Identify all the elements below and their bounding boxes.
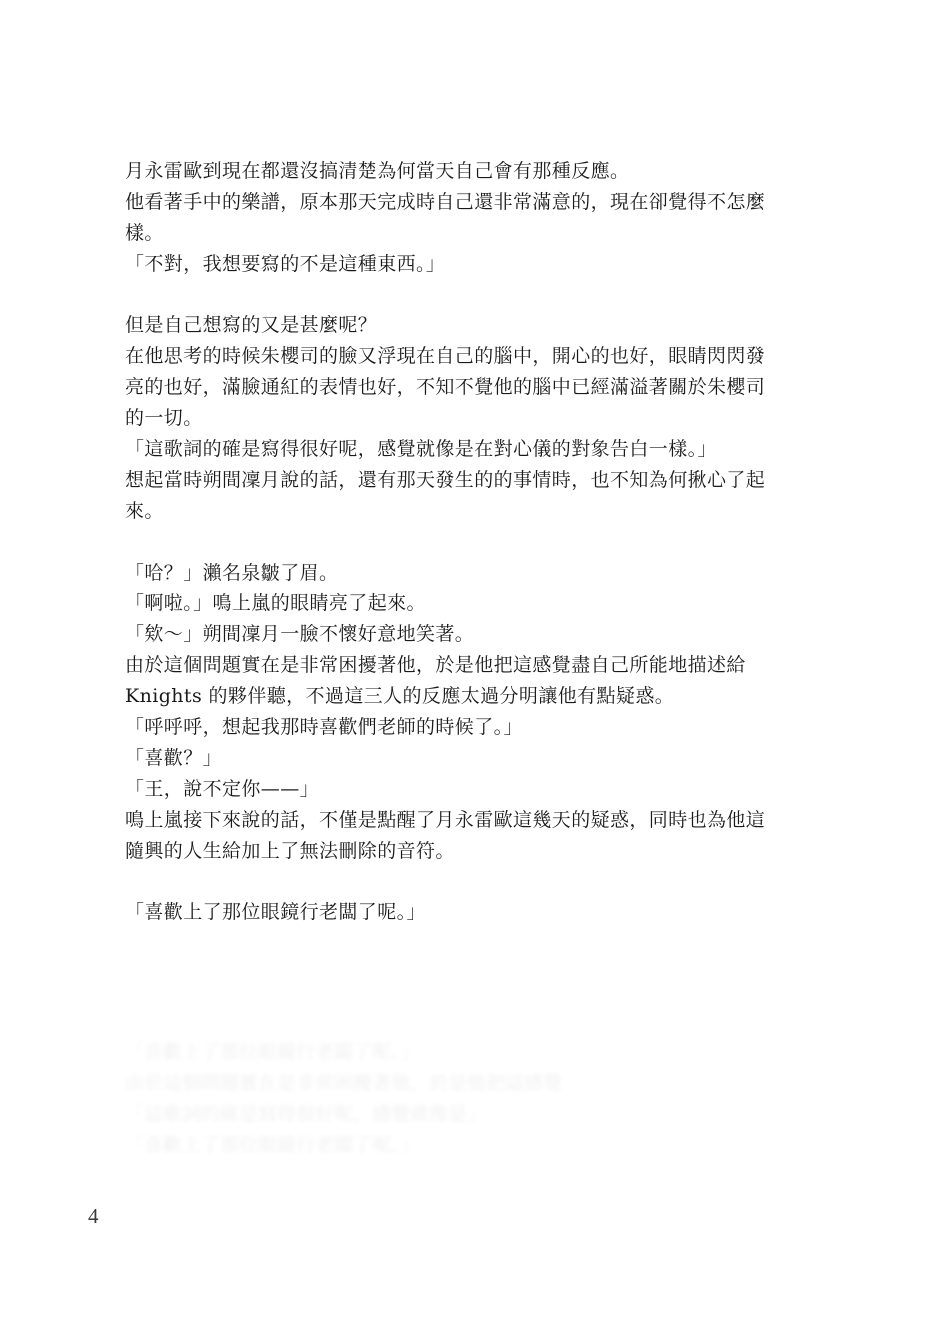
- body-text: [125, 156, 785, 928]
- bleed-through-text: [125, 1037, 625, 1161]
- text-line: 在他思考的時候朱櫻司的臉又浮現在自己的腦中，開心的也好，眼睛閃閃發: [125, 345, 766, 368]
- blank-line: [125, 280, 785, 311]
- text-line: 「哈？」瀨名泉皺了眉。: [125, 561, 339, 584]
- ghost-line: 「喜歡上了那位眼鏡行老闆了呢。」: [125, 1134, 420, 1156]
- ghost-line: 「喜歡上了那位眼鏡行老闆了呢。」: [125, 1041, 420, 1063]
- text-line: 的一切。: [125, 407, 203, 430]
- text-line: 「啊啦。」鳴上嵐的眼睛亮了起來。: [125, 592, 426, 615]
- blank-line: [125, 527, 785, 558]
- text-line: 但是自己想寫的又是甚麼呢？: [125, 314, 378, 337]
- ghost-line: 「這歌詞的確是寫得很好呢，感覺就像是」: [125, 1103, 487, 1125]
- page-number: 4: [88, 1204, 99, 1228]
- blank-line: [125, 866, 785, 897]
- text-line: 由於這個問題實在是非常困擾著他，於是他把這感覺盡自己所能地描述給: [125, 654, 746, 677]
- text-line: 樣。: [125, 221, 164, 244]
- text-line: 「這歌詞的確是寫得很好呢，感覺就像是在對心儀的對象告白一樣。」: [125, 438, 717, 461]
- text-line: 來。: [125, 499, 164, 522]
- text-line: 想起當時朔間凜月說的話，還有那天發生的的事情時，也不知為何揪心了起: [125, 468, 766, 491]
- text-line: 「喜歡？」: [125, 746, 223, 769]
- ghost-line: 由於這個問題實在是非常困擾著他，於是他把這感覺: [125, 1072, 563, 1094]
- text-line: 「王，說不定你——」: [125, 777, 320, 800]
- text-line: 他看著手中的樂譜，原本那天完成時自己還非常滿意的，現在卻覺得不怎麼: [125, 190, 766, 213]
- text-line: Knights 的夥伴聽，不過這三人的反應太過分明讓他有點疑惑。: [125, 685, 675, 708]
- text-line: 「不對，我想要寫的不是這種東西。」: [125, 252, 446, 275]
- text-line: 「呼呼呼，想起我那時喜歡們老師的時候了。」: [125, 716, 523, 739]
- text-line: 隨興的人生給加上了無法刪除的音符。: [125, 839, 455, 862]
- text-line: 亮的也好，滿臉通紅的表情也好，不知不覺他的腦中已經滿溢著關於朱櫻司: [125, 376, 766, 399]
- text-line: 「喜歡上了那位眼鏡行老闆了呢。」: [125, 901, 426, 924]
- text-line: 「欸～」朔間凜月一臉不懷好意地笑著。: [125, 623, 475, 646]
- text-line: 鳴上嵐接下來說的話，不僅是點醒了月永雷歐這幾天的疑惑，同時也為他這: [125, 808, 766, 831]
- text-line: 月永雷歐到現在都還沒搞清楚為何當天自己會有那種反應。: [125, 160, 630, 182]
